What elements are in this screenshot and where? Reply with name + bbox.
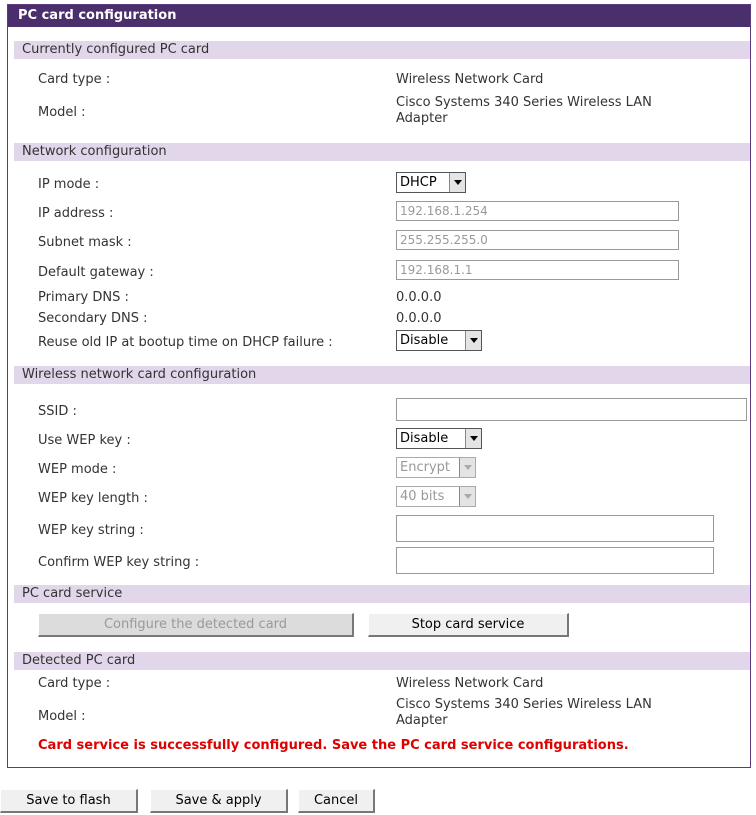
- save-and-apply-button[interactable]: Save & apply: [150, 789, 288, 813]
- use-wep-label: Use WEP key :: [38, 433, 131, 448]
- pc-card-config-panel: [7, 4, 751, 768]
- configure-detected-card-button[interactable]: Configure the detected card: [38, 613, 354, 637]
- section-detected-card: Detected PC card: [14, 652, 750, 670]
- detected-card-type-label: Card type :: [38, 676, 111, 691]
- detected-model-line1: Cisco Systems 340 Series Wireless LAN: [396, 697, 652, 712]
- panel-title: PC card configuration: [8, 5, 750, 27]
- current-model-line2: Adapter: [396, 111, 448, 126]
- save-to-flash-button[interactable]: Save to flash: [0, 789, 138, 813]
- current-model-line1: Cisco Systems 340 Series Wireless LAN: [396, 95, 652, 110]
- detected-model-line2: Adapter: [396, 713, 448, 728]
- reuse-ip-label: Reuse old IP at bootup time on DHCP failure :: [38, 335, 333, 350]
- wep-mode-label: WEP mode :: [38, 462, 117, 477]
- section-wireless: Wireless network card configuration: [14, 366, 750, 384]
- chevron-down-icon[interactable]: [459, 458, 475, 477]
- stop-card-service-button[interactable]: Stop card service: [368, 613, 569, 637]
- chevron-down-icon[interactable]: [459, 487, 475, 506]
- chevron-down-icon[interactable]: [465, 331, 481, 350]
- current-card-type-label: Card type :: [38, 72, 111, 87]
- wep-key-length-select[interactable]: [396, 486, 476, 507]
- reuse-ip-select[interactable]: [396, 330, 482, 351]
- status-message: Card service is successfully configured. Save the PC card service configurations.: [38, 738, 629, 753]
- use-wep-select[interactable]: [396, 428, 482, 449]
- ip-address-input[interactable]: 192.168.1.254: [396, 201, 679, 221]
- ip-mode-value: DHCP: [400, 175, 437, 190]
- default-gateway-label: Default gateway :: [38, 265, 154, 280]
- ip-address-label: IP address :: [38, 206, 114, 221]
- cancel-button[interactable]: Cancel: [298, 789, 375, 813]
- primary-dns-value: 0.0.0.0: [396, 290, 442, 305]
- section-network: Network configuration: [14, 143, 750, 161]
- reuse-ip-value: Disable: [400, 333, 449, 348]
- confirm-wep-key-label: Confirm WEP key string :: [38, 555, 200, 570]
- chevron-down-icon[interactable]: [449, 173, 465, 192]
- wep-key-string-label: WEP key string :: [38, 523, 144, 538]
- wep-key-length-value: 40 bits: [400, 489, 445, 504]
- subnet-mask-input[interactable]: 255.255.255.0: [396, 230, 679, 250]
- section-service: PC card service: [14, 585, 750, 603]
- current-card-type-value: Wireless Network Card: [396, 72, 544, 87]
- ip-mode-select[interactable]: [396, 172, 466, 193]
- confirm-wep-key-input[interactable]: [396, 547, 714, 574]
- subnet-mask-label: Subnet mask :: [38, 235, 132, 250]
- wep-mode-select[interactable]: [396, 457, 476, 478]
- current-model-value: [396, 95, 652, 127]
- use-wep-value: Disable: [400, 431, 449, 446]
- detected-card-type-value: Wireless Network Card: [396, 676, 544, 691]
- secondary-dns-value: 0.0.0.0: [396, 311, 442, 326]
- ip-mode-label: IP mode :: [38, 177, 100, 192]
- chevron-down-icon[interactable]: [465, 429, 481, 448]
- secondary-dns-label: Secondary DNS :: [38, 311, 148, 326]
- detected-model-value: [396, 697, 652, 729]
- default-gateway-input[interactable]: 192.168.1.1: [396, 260, 679, 280]
- current-model-label: Model :: [38, 105, 86, 120]
- ssid-label: SSID :: [38, 404, 77, 419]
- wep-mode-value: Encrypt: [400, 460, 450, 475]
- section-current-card: Currently configured PC card: [14, 41, 750, 59]
- wep-key-string-input[interactable]: [396, 515, 714, 542]
- primary-dns-label: Primary DNS :: [38, 290, 129, 305]
- ssid-input[interactable]: [396, 398, 747, 421]
- wep-key-length-label: WEP key length :: [38, 491, 148, 506]
- detected-model-label: Model :: [38, 709, 86, 724]
